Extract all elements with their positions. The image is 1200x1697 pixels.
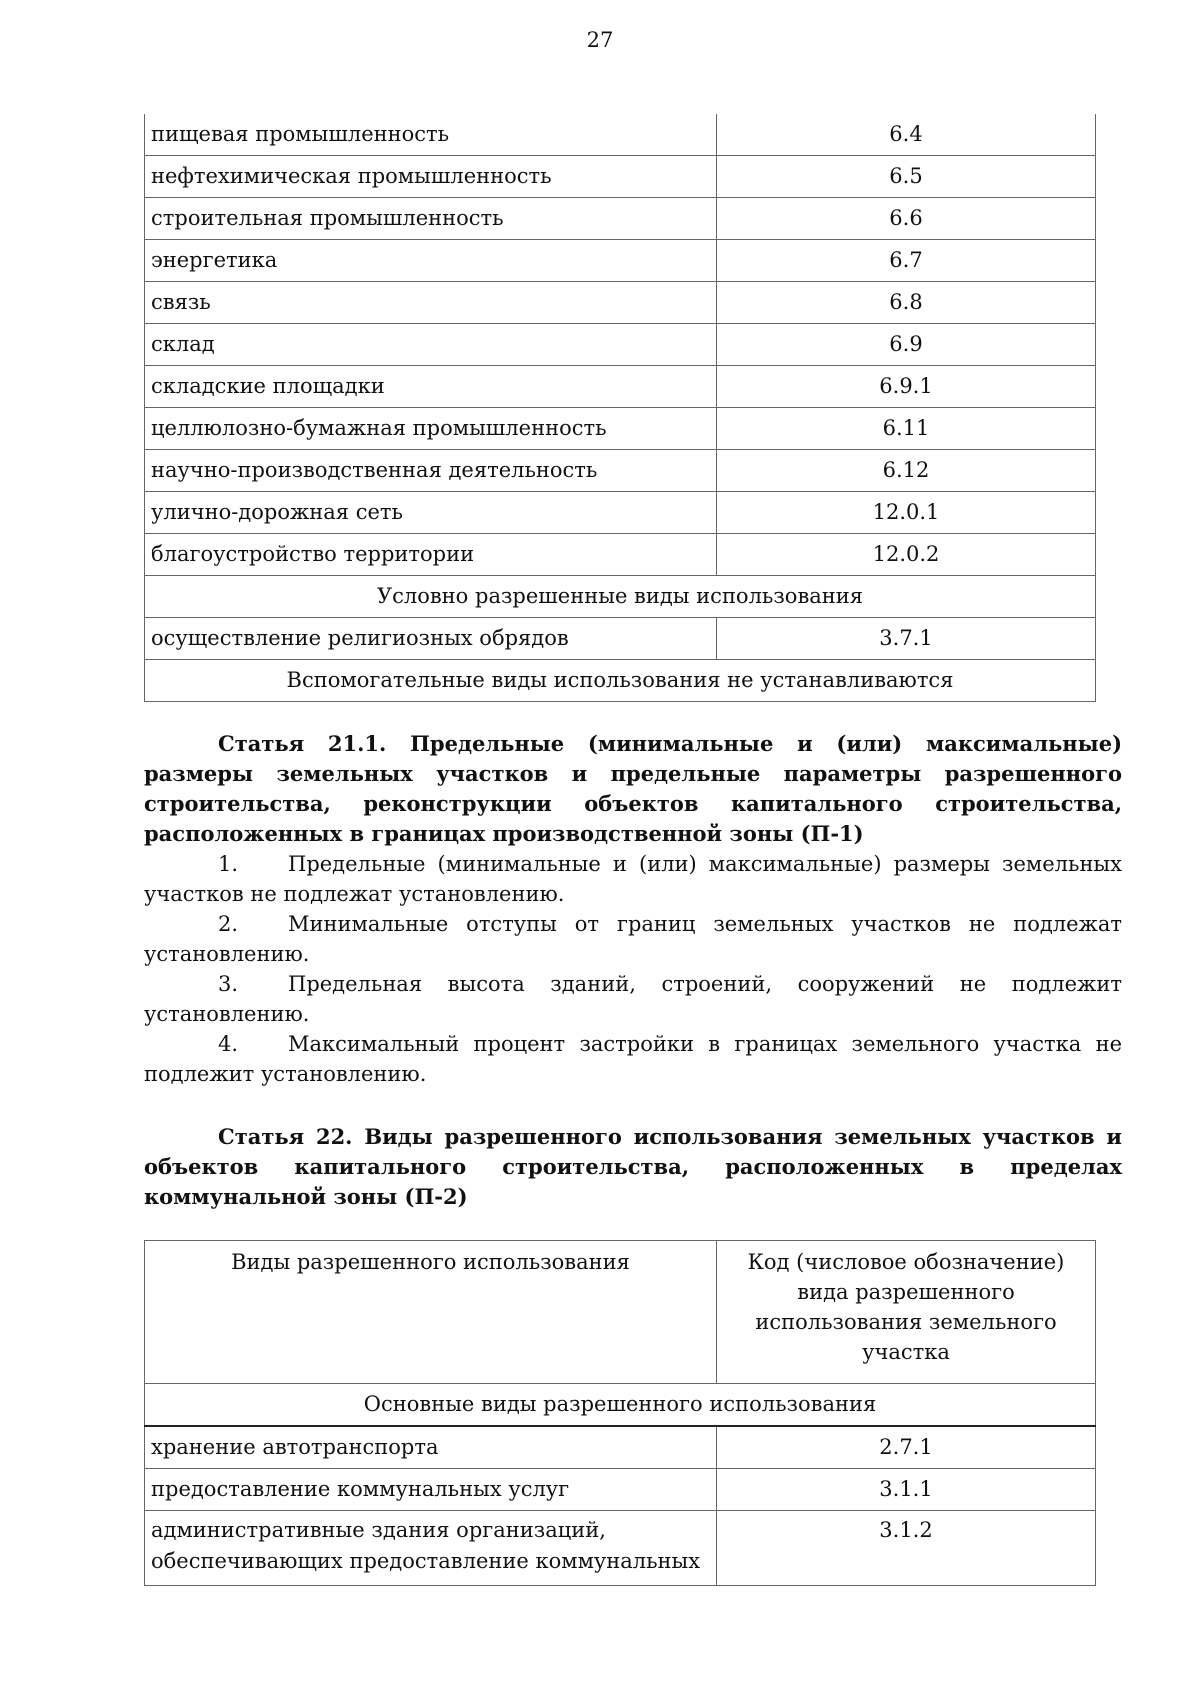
use-code: 6.11 — [717, 408, 1096, 450]
page-number: 27 — [586, 28, 614, 52]
section-row — [145, 576, 1096, 618]
use-name: складские площадки — [145, 366, 717, 408]
paragraph-text: Предельная высота зданий, строений, сооружений не подлежит установлению. — [144, 972, 1122, 1026]
table-row — [145, 1511, 1096, 1586]
use-code: 3.7.1 — [717, 618, 1096, 660]
use-code: 2.7.1 — [717, 1426, 1096, 1469]
article-title: Статья 22. Виды разрешенного использования земельных участков и объектов капитального строительства, расположенных в пределах коммунальной зоны (П-2) — [144, 1124, 1122, 1209]
table-row — [145, 1426, 1096, 1469]
land-use-table-p2 — [144, 1240, 1096, 1586]
main-uses-header: Основные виды разрешенного использования — [145, 1384, 1096, 1427]
article-paragraph — [144, 969, 1122, 1029]
section-row — [145, 1384, 1096, 1427]
table-row — [145, 1469, 1096, 1511]
land-use-table-p1 — [144, 114, 1096, 702]
article-paragraph — [144, 1029, 1122, 1089]
use-name: улично-дорожная сеть — [145, 492, 717, 534]
use-name: предоставление коммунальных услуг — [145, 1469, 717, 1511]
use-code: 6.5 — [717, 156, 1096, 198]
table-row — [145, 240, 1096, 282]
table-row — [145, 198, 1096, 240]
use-name: энергетика — [145, 240, 717, 282]
use-name: связь — [145, 282, 717, 324]
use-name: хранение автотранспорта — [145, 1426, 717, 1469]
use-name: осуществление религиозных обрядов — [145, 618, 717, 660]
use-code: 6.12 — [717, 450, 1096, 492]
column-header-uses: Виды разрешенного использования — [145, 1241, 717, 1384]
table-row — [145, 492, 1096, 534]
paragraph-number: 3. — [218, 972, 239, 996]
table-row — [145, 156, 1096, 198]
table-row — [145, 114, 1096, 156]
table-row — [145, 324, 1096, 366]
table-row — [145, 450, 1096, 492]
paragraph-text: Предельные (минимальные и (или) максимальные) размеры земельных участков не подлежат установлению. — [144, 852, 1122, 906]
use-name: строительная промышленность — [145, 198, 717, 240]
table-row — [145, 408, 1096, 450]
paragraph-number: 4. — [218, 1032, 239, 1056]
use-name: благоустройство территории — [145, 534, 717, 576]
use-name: склад — [145, 324, 717, 366]
use-code: 3.1.1 — [717, 1469, 1096, 1511]
paragraph-number: 1. — [218, 852, 239, 876]
paragraph-text: Минимальные отступы от границ земельных участков не подлежат установлению. — [144, 912, 1122, 966]
auxiliary-uses-note: Вспомогательные виды использования не устанавливаются — [145, 660, 1096, 702]
use-code: 6.8 — [717, 282, 1096, 324]
conditional-uses-header: Условно разрешенные виды использования — [145, 576, 1096, 618]
use-code: 12.0.1 — [717, 492, 1096, 534]
section-row — [145, 660, 1096, 702]
use-code: 6.9.1 — [717, 366, 1096, 408]
article-paragraph — [144, 849, 1122, 909]
table-row — [145, 618, 1096, 660]
use-name: пищевая промышленность — [145, 114, 717, 156]
article-21-1 — [144, 729, 1122, 1089]
article-22 — [144, 1122, 1122, 1212]
use-name: нефтехимическая промышленность — [145, 156, 717, 198]
use-code: 6.4 — [717, 114, 1096, 156]
use-code: 6.7 — [717, 240, 1096, 282]
table-row — [145, 534, 1096, 576]
paragraph-number: 2. — [218, 912, 239, 936]
article-title: Статья 21.1. Предельные (минимальные и (или) максимальные) размеры земельных участков и предельные параметры разрешенного строительства, реконструкции объектов капитального строительства, расположенных в границах производственной зоны (П-1) — [144, 731, 1122, 846]
use-code: 3.1.2 — [717, 1511, 1096, 1586]
paragraph-text: Максимальный процент застройки в границах земельного участка не подлежит установлению. — [144, 1032, 1122, 1086]
table-row — [145, 282, 1096, 324]
column-header-code: Код (числовое обозначение) вида разрешенного использования земельного участка — [717, 1241, 1096, 1384]
article-paragraph — [144, 909, 1122, 969]
table-row — [145, 366, 1096, 408]
use-name: административные здания организаций, обеспечивающих предоставление коммунальных — [145, 1511, 717, 1586]
header-row — [145, 1241, 1096, 1384]
use-name: научно-производственная деятельность — [145, 450, 717, 492]
use-code: 12.0.2 — [717, 534, 1096, 576]
use-code: 6.6 — [717, 198, 1096, 240]
use-code: 6.9 — [717, 324, 1096, 366]
use-name: целлюлозно-бумажная промышленность — [145, 408, 717, 450]
